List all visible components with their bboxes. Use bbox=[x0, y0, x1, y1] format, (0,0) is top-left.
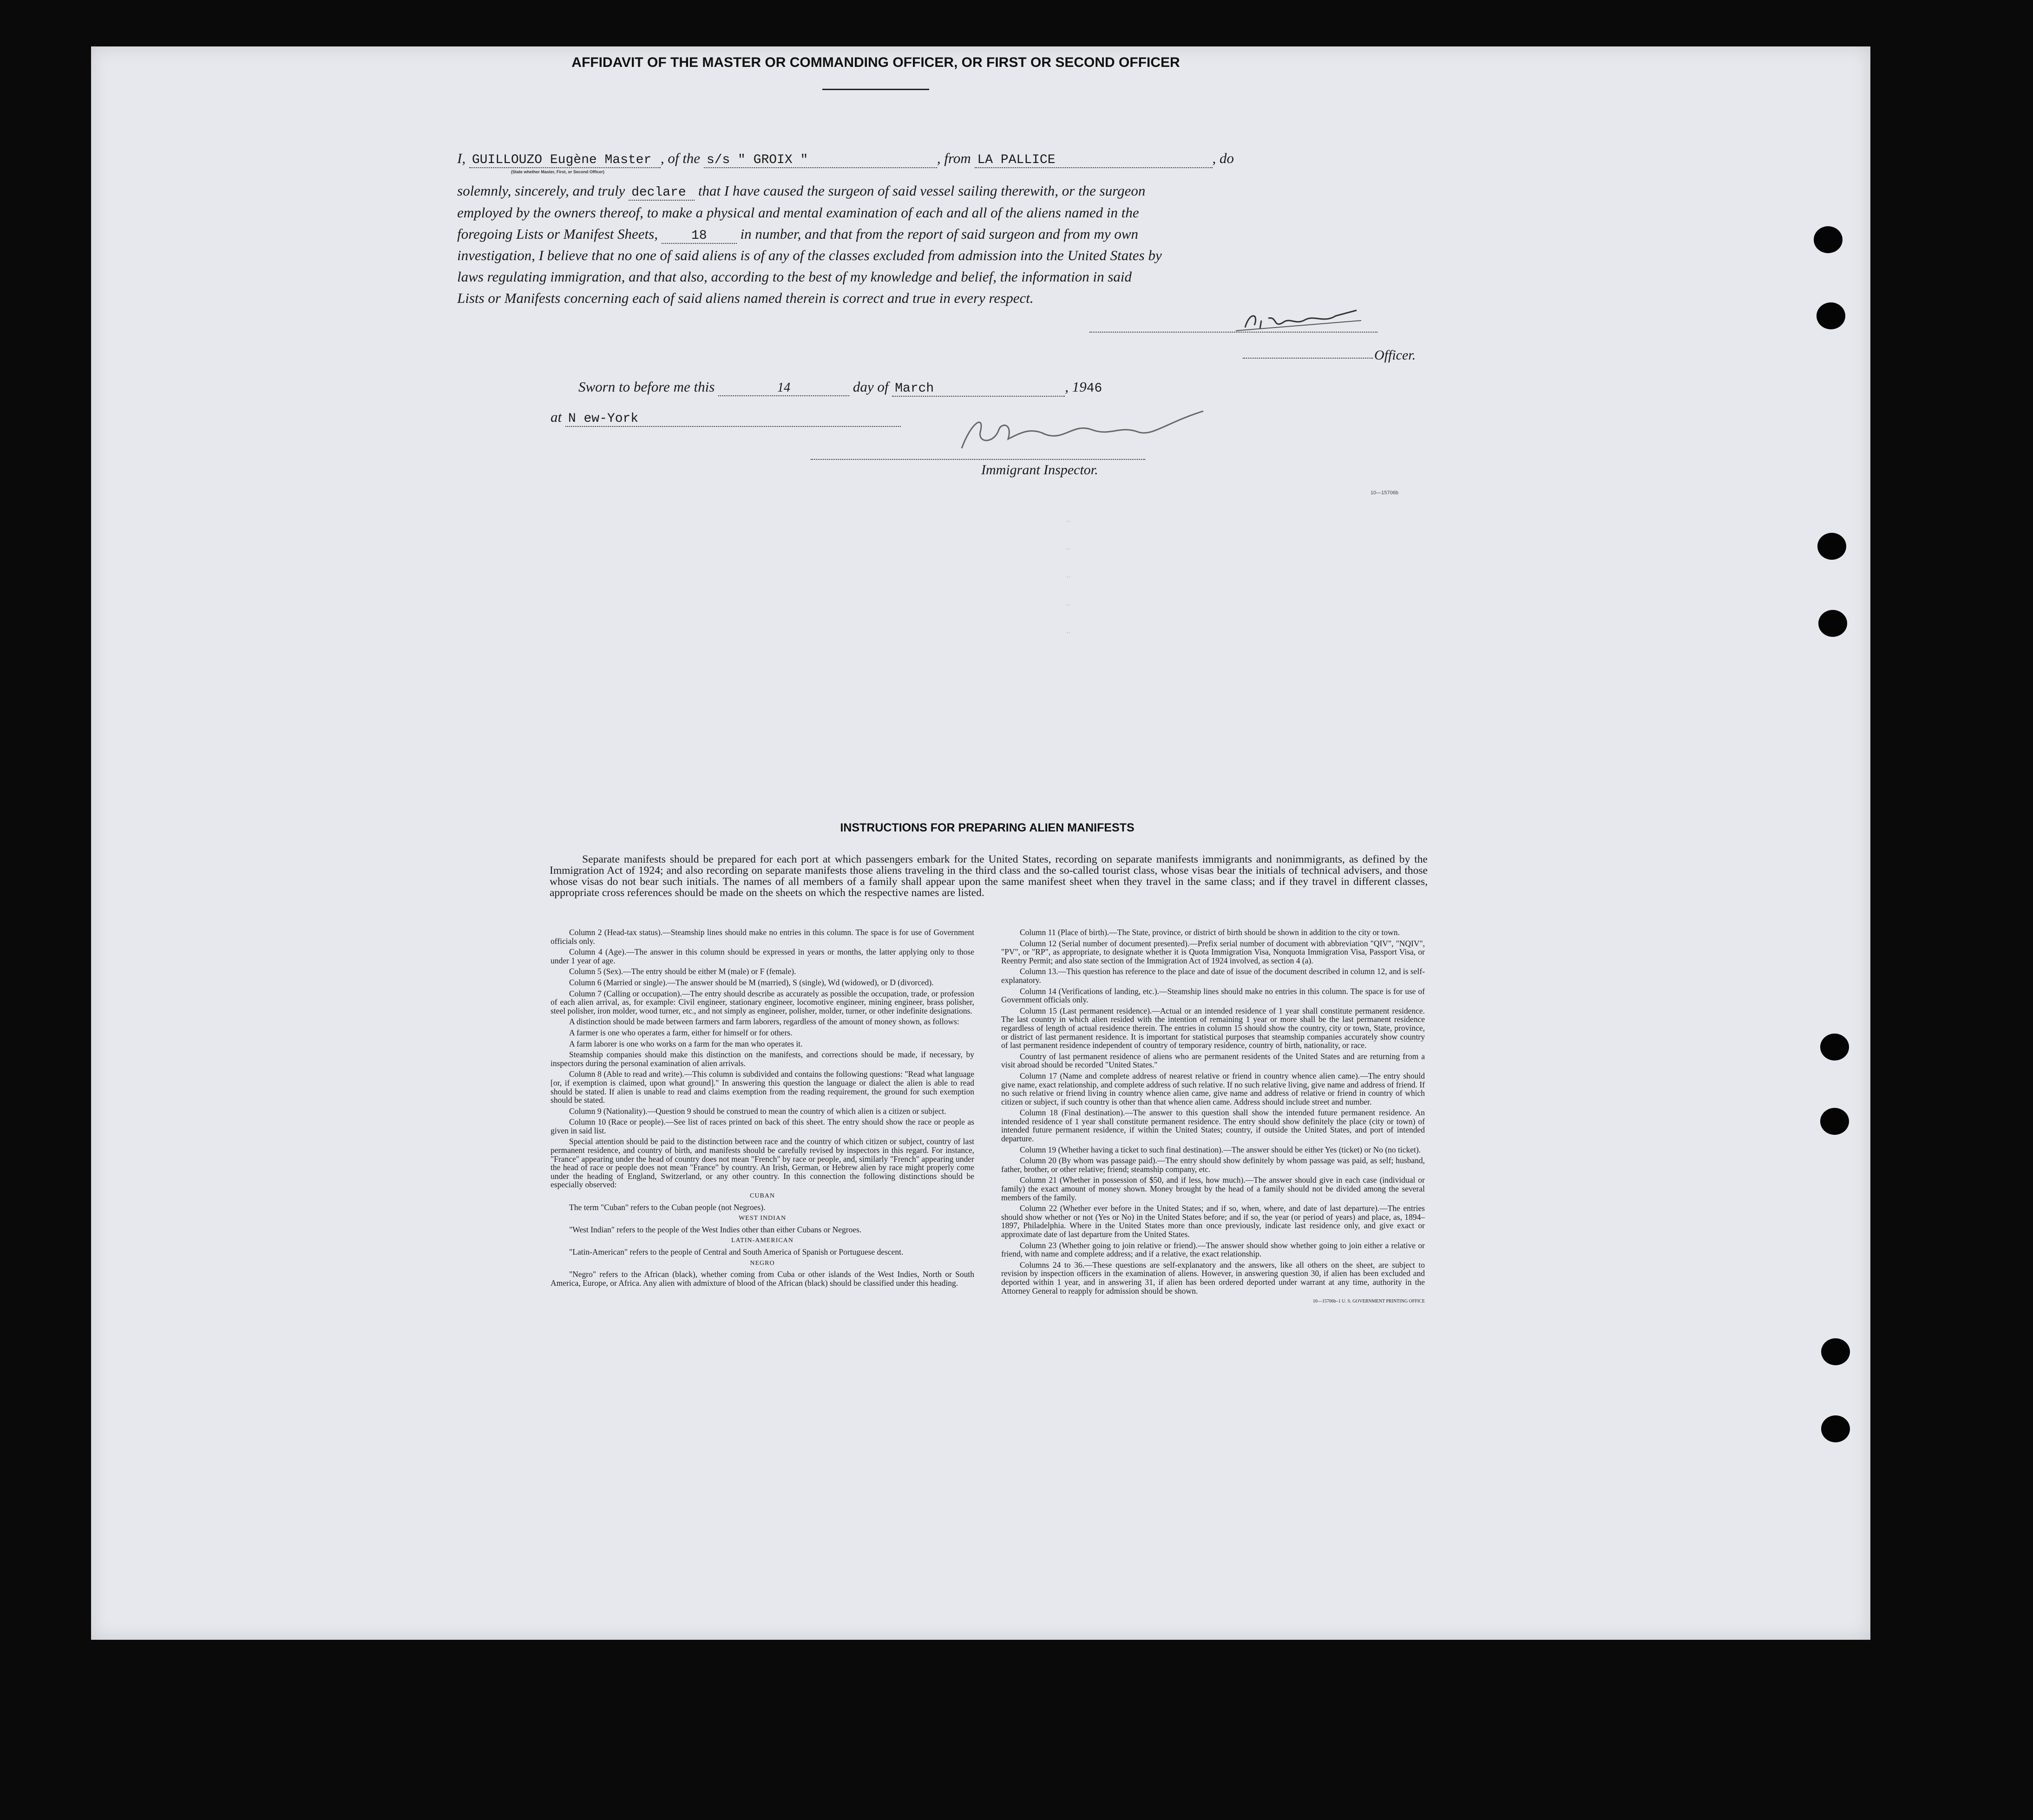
paragraph: Column 20 (By whom was passage paid).—The entry should show definitely by whom passage was paid, as self; husband, father, brother, or other relative; friend; steamship company, etc. bbox=[1001, 1156, 1425, 1174]
officer-signature-line bbox=[1243, 358, 1373, 359]
paragraph: Column 5 (Sex).—The entry should be either M (male) or F (female). bbox=[569, 967, 796, 976]
inspector-label: Immigrant Inspector. bbox=[981, 462, 1098, 478]
paragraph: "Negro" refers to the African (black), whether coming from Cuba or other islands of the West Indies, North or South America, Europe, or Africa. Any alien with admixture of blood of the African (black) should be classified under this heading. bbox=[551, 1270, 974, 1288]
manifest-sheet bbox=[91, 46, 1870, 1640]
sworn-line: Sworn to before me this 14 day of March , 1946 bbox=[578, 379, 1102, 396]
paragraph: Column 8 (Able to read and write).—This column is subdivided and contains the following questions: "Read what language [or, if exemption is claimed, upon what ground]." In answering this question the language or dialect the alien is able to read should be stated. If alien is unable to read and claims exemption from the reading requirement, the ground for such exemption should be stated. bbox=[551, 1069, 974, 1105]
punch-hole bbox=[1817, 533, 1846, 560]
punch-hole bbox=[1821, 1415, 1850, 1442]
paragraph: Columns 24 to 36.—These questions are self-explanatory and the answers, like all others on the sheet, are subject to revision by inspection officers in the examination of aliens. However, in answering question 30, if alien has been excluded and deported within 1 year, and in answering 31, if alien has been ordered deported under warrant at any time, authority in the Attorney General to reapply for admission should be shown. bbox=[1001, 1260, 1425, 1296]
paragraph: "Latin-American" refers to the people of Central and South America of Spanish or Portuguese descent. bbox=[569, 1247, 904, 1257]
master-name-field: GUILLOUZO Eugène Master (State whether Master, First, or Second Officer) bbox=[469, 153, 661, 168]
inspector-signature-line bbox=[811, 459, 1145, 460]
punch-hole bbox=[1821, 1338, 1850, 1365]
paragraph: Column 21 (Whether in possession of $50, and if less, how much).—The answer should give in each case (individual or family) the exact amount of money shown. Money brought by the head of a family should not be divided among the several members of the family. bbox=[1001, 1175, 1425, 1202]
paragraph: Column 11 (Place of birth).—The State, province, or district of birth should be shown in addition to the city or town. bbox=[1020, 928, 1400, 937]
section-heading: NEGRO bbox=[750, 1259, 775, 1267]
paragraph: Column 7 (Calling or occupation).—The entry should describe as accurately as possible the occupation, trade, or profession of each alien arrival, as, for example: Civil engineer, stationary engineer, locomotive engineer, mining engineer, brass polisher, steel polisher, iron molder, wood turner, etc., and not simply as engineer, polisher, molder, turner, or other indefinite designations. bbox=[551, 989, 974, 1015]
sworn-day-field: 14 bbox=[718, 380, 849, 396]
instructions-intro: Separate manifests should be prepared for each port at which passengers embark for the United States, recording on separate manifests immigrants and nonimmigrants, as defined by the Immigration Act of 1924; and also recording on separate manifests those aliens traveling in the third class and the so-called tourist class, whose visas bear the initials of technical advisers, and those whose visas do not bear such initials. The names of all members of a family shall appear upon the same manifest sheet when they travel in the same class; and if they travel in different classes, appropriate cross references should be made on the sheets on which the respective names are listed. bbox=[550, 853, 1428, 899]
instructions-right-column bbox=[1001, 928, 1425, 1309]
paragraph: Column 17 (Name and complete address of nearest relative or friend in country whence alien came).—The entry should give name, exact relationship, and complete address of such relative. If no such relative living, give name and address of friend. If no such relative or friend living in country whence alien came, give name and address of relative or friend in country of which citizen or subject, if such country is other than that whence alien came. Address should include street and number. bbox=[1001, 1071, 1425, 1106]
paragraph: Special attention should be paid to the distinction between race and the country of which citizen or subject, country of last permanent residence, and country of birth, and manifests should be carefully revised by inspectors in this regard. For instance, "France" appearing under the head of country does not mean "French" by race or people, and, similarly "French" appearing under the head of race or people does not mean "France" by country. An Irish, German, or Hebrew alien by race might properly come under the heading of England, Switzerland, or any other country. In this connection the following distinctions should be especially observed: bbox=[551, 1137, 974, 1190]
punch-hole bbox=[1818, 610, 1847, 637]
title-divider bbox=[822, 89, 929, 90]
vessel-field: s/s " GROIX " bbox=[704, 153, 937, 168]
punch-hole bbox=[1817, 302, 1845, 329]
paragraph: A farm laborer is one who works on a farm for the man who operates it. bbox=[569, 1039, 803, 1048]
paragraph: Column 15 (Last permanent residence).—Actual or an intended residence of 1 year shall constitute permanent residence. The last country in which alien resided with the intention of remaining 1 year or more shall be the last permanent residence regardless of length of actual residence therein. The entries in column 15 should show the country, city or town, State, province, or district of last permanent residence. It is important for statistical purposes that steamship companies accurately show country of last permanent residence independent of country of temporary residence, country of birth, nationality, or race. bbox=[1001, 1006, 1425, 1050]
affidavit-line-3: employed by the owners thereof, to make a physical and mental examination of each and all of the aliens named in the bbox=[457, 204, 1139, 221]
paragraph: Column 14 (Verifications of landing, etc.).—Steamship lines should make no entries in this column. The space is for use of Government officials only. bbox=[1001, 986, 1425, 1005]
punch-hole bbox=[1820, 1034, 1849, 1061]
instructions-title: INSTRUCTIONS FOR PREPARING ALIEN MANIFESTS bbox=[840, 821, 1135, 834]
affidavit-line-5: investigation, I believe that no one of said aliens is of any of the classes excluded from admission into the United States by bbox=[457, 247, 1162, 263]
instructions-left-column bbox=[551, 928, 974, 1290]
rank-note: (State whether Master, First, or Second Officer) bbox=[511, 170, 604, 174]
inspector-signature bbox=[952, 404, 1213, 460]
affidavit-line-2: solemnly, sincerely, and truly declare that I have caused the surgeon of said vessel sailing therewith, or the surgeon bbox=[457, 183, 1146, 200]
affidavit-line-6: laws regulating immigration, and that also, according to the best of my knowledge and belief, the information in said bbox=[457, 268, 1132, 285]
sworn-place-line: at N ew-York bbox=[551, 409, 1447, 427]
affidavit-line-1: I, GUILLOUZO Eugène Master (State whether Master, First, or Second Officer) , of the s/s " GROIX " , from LA PALLICE , do bbox=[457, 150, 1234, 174]
paragraph: Column 2 (Head-tax status).—Steamship lines should make no entries in this column. The space is for use of Government officials only. bbox=[551, 928, 974, 946]
sheet-count-field: 18 bbox=[662, 229, 737, 244]
affidavit-title: AFFIDAVIT OF THE MASTER OR COMMANDING OFFICER, OR FIRST OR SECOND OFFICER bbox=[571, 55, 1180, 70]
paragraph: Steamship companies should make this distinction on the manifests, and corrections should be made, if necessary, by inspectors during the personal examination of alien arrivals. bbox=[551, 1050, 974, 1068]
paragraph: Column 19 (Whether having a ticket to such final destination).—The answer should be either Yes (ticket) or No (no ticket). bbox=[1020, 1145, 1421, 1154]
paragraph: The term "Cuban" refers to the Cuban people (not Negroes). bbox=[569, 1202, 766, 1212]
from-port-field: LA PALLICE bbox=[975, 153, 1213, 168]
section-heading: CUBAN bbox=[749, 1192, 775, 1200]
paragraph: Column 23 (Whether going to join relative or friend).—The answer should show whether going to join either a relative or friend, with name and complete address; and if a relative, the exact relationship. bbox=[1001, 1240, 1425, 1259]
affidavit-line-4: foregoing Lists or Manifest Sheets, 18 in number, and that from the report of said surgeon and from my own bbox=[457, 226, 1139, 243]
sworn-place-field: N ew-York bbox=[565, 412, 901, 427]
paragraph: Column 4 (Age).—The answer in this column should be expressed in years or months, the latter applying only to those under 1 year of age. bbox=[551, 947, 974, 965]
paragraph: Column 12 (Serial number of document presented).—Prefix serial number of document with abbreviation "QIV", "NQIV", "PV", or "RP", as appropriate, to designate whether it is Quota Immigration Visa, Nonquota Immigration Visa, Passport Visa, or Reentry Permit; and also state section of the Immigration Act of 1924 involved, as section 4 (a). bbox=[1001, 938, 1425, 965]
form-code: 10—15706b bbox=[1371, 490, 1398, 496]
section-heading: WEST INDIAN bbox=[738, 1215, 787, 1222]
section-heading: LATIN-AMERICAN bbox=[731, 1237, 794, 1244]
paragraph: A distinction should be made between farmers and farm laborers, regardless of the amount of money shown, as follows: bbox=[569, 1017, 959, 1027]
paragraph: Column 22 (Whether ever before in the United States; and if so, when, where, and date of last departure).—The entries should show whether or not (Yes or No) in the United States before; and if so, the year (or period of years) and place, as, 1894–1897, Philadelphia. Where in the United States more than once previously, indicate last residence only, and give exact or approximate date of last departure from the United States. bbox=[1001, 1204, 1425, 1239]
paragraph: Column 6 (Married or single).—The answer should be M (married), S (single), Wd (widowed), or D (divorced). bbox=[569, 977, 934, 987]
paragraph: A farmer is one who operates a farm, either for himself or for others. bbox=[569, 1028, 793, 1037]
printing-office-code: 10—15706b–1 U. S. GOVERNMENT PRINTING OFFICE bbox=[1312, 1299, 1425, 1304]
officer-signature-line-upper bbox=[1089, 332, 1377, 333]
paragraph: Country of last permanent residence of aliens who are permanent residents of the United States and are returning from a visit abroad should be recorded "United States." bbox=[1001, 1051, 1425, 1070]
paragraph: "West Indian" refers to the people of the West Indies other than either Cubans or Negroes. bbox=[569, 1224, 862, 1234]
paragraph: Column 18 (Final destination).—The answer to this question shall show the intended future permanent residence. An intended residence of 1 year shall constitute permanent residence. The entry should show definitely the place (city or town) of intended future permanent residence, if within the United States; country, if outside the United States, and port of intended departure. bbox=[1001, 1108, 1425, 1144]
paragraph: Column 10 (Race or people).—See list of races printed on back of this sheet. The entry should show the race or people as given in said list. bbox=[551, 1117, 974, 1135]
declare-field: declare bbox=[629, 185, 695, 201]
sworn-year-field: 46 bbox=[1086, 381, 1102, 396]
bleed-through-marks: ‥ ‥ ‥ ‥ ‥ bbox=[1066, 517, 1071, 635]
punch-hole bbox=[1820, 1108, 1849, 1135]
paragraph: Column 13.—This question has reference to the place and date of issue of the document described in column 12, and is self-explanatory. bbox=[1001, 967, 1425, 985]
paragraph: Column 9 (Nationality).—Question 9 should be construed to mean the country of which alien is a citizen or subject. bbox=[569, 1106, 946, 1116]
sworn-month-field: March bbox=[892, 381, 1065, 397]
officer-label: Officer. bbox=[1374, 347, 1416, 363]
punch-hole bbox=[1814, 226, 1843, 253]
affidavit-line-7: Lists or Manifests concerning each of said aliens named therein is correct and true in every respect. bbox=[457, 290, 1034, 306]
